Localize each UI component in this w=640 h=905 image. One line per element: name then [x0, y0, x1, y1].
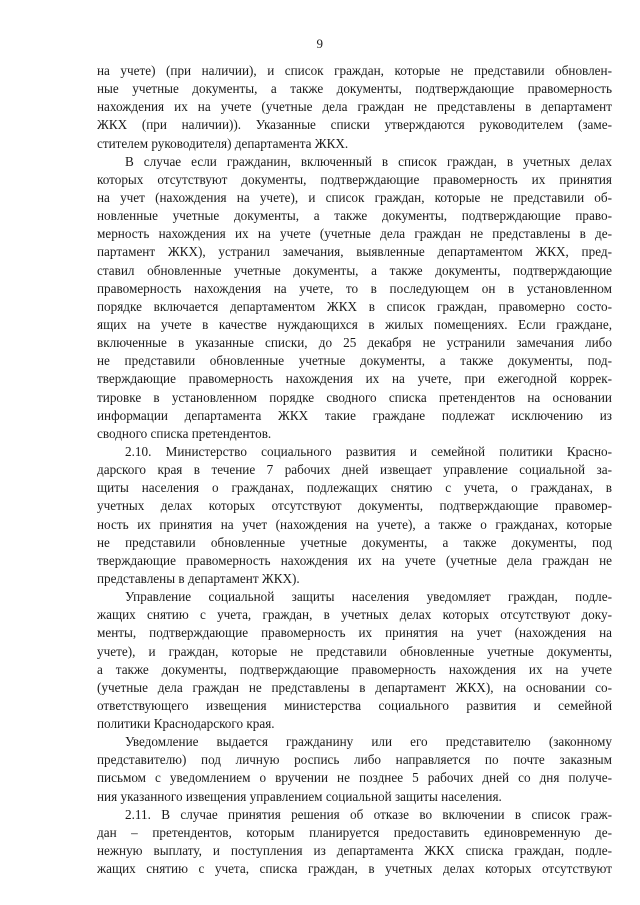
text-line: 2.11. В случае принятия решения об отказе во включении в список граж- [125, 806, 612, 822]
text-line: представителю) под личную роспись либо направляется по почте заказным [97, 752, 612, 768]
text-line: новленные учетные документы, а также документы, подтверждающие право- [97, 208, 612, 224]
text-line: щиты населения о гражданах, подлежащих снятию с учета, о гражданах, в [97, 480, 612, 496]
text-line: а также документы, подтверждающие правомерность нахождения их на учете [97, 661, 612, 677]
text-line: ния указанного извещения управлением социальной защиты населения. [97, 788, 502, 804]
text-line: учете), и граждан, которые не представили обновленные учетные документы, [97, 643, 612, 659]
text-line: дан – претендентов, которым планируется предоставить единовременную де- [97, 824, 612, 840]
text-line: не представили обновленные учетные документы, а также документы, под- [97, 353, 612, 369]
text-line: учетных делах которых отсутствуют документы, подтверждающие правомер- [97, 498, 612, 514]
page-number: 9 [316, 36, 324, 51]
text-line: тверждающие правомерность нахождения их на учете, при ежегодной коррек- [97, 371, 612, 387]
text-line: сводного списка претендентов. [97, 425, 272, 441]
text-line: (учетные дела граждан не представлены в департамент ЖКХ), на основании со- [97, 679, 612, 695]
text-line: политики Краснодарского края. [97, 716, 275, 732]
document-body [97, 62, 612, 878]
text-line: на учет (нахождения на учете), и список граждан, которые не представили об- [97, 189, 612, 205]
paragraph [97, 806, 612, 879]
text-line: 2.10. Министерство социального развития и семейной политики Красно- [125, 443, 612, 459]
paragraph [97, 733, 612, 806]
text-line: ЖКХ (при наличии)). Указанные списки утверждаются руководителем (заме- [97, 117, 612, 133]
paragraph [97, 62, 612, 153]
text-line: нежную выплату, и поступления из департамента ЖКХ списка граждан, подле- [97, 843, 612, 859]
text-line: информации департамента ЖКХ такие граждане подлежат исключению из [97, 407, 612, 423]
text-line: которых отсутствуют документы, подтверждающие правомерность их принятия [97, 171, 612, 187]
text-line: дарского края в течение 7 рабочих дней извещает управление социальной за- [97, 462, 612, 478]
text-line: Уведомление выдается гражданину или его представителю (законному [125, 734, 612, 750]
text-line: не представили обновленные учетные документы, а также документы, под [97, 534, 612, 550]
text-line: ответствующего извещения министерства социального развития и семейной [97, 697, 612, 713]
text-line: на учете) (при наличии), и список граждан, которые не представили обновлен- [97, 63, 612, 78]
text-line: нахождения их на учете (учетные дела граждан не представлены в департамент [97, 99, 612, 115]
text-line: менты, подтверждающие правомерность их принятия на учет (нахождения на [97, 625, 612, 641]
text-line: письмом с уведомлением о вручении не позднее 5 рабочих дней со дня получе- [97, 770, 612, 786]
paragraph [97, 443, 612, 588]
text-line: представлены в департамент ЖКХ). [97, 570, 300, 586]
text-line: правомерность нахождения на учете, то в последующем он в установленном [97, 280, 612, 296]
text-line: В случае если гражданин, включенный в список граждан, в учетных делах [125, 153, 612, 169]
text-line: тировке в установленном порядке сводного списка претендентов на основании [97, 389, 612, 405]
text-line: порядке включается департаментом ЖКХ в список граждан, правомерно состо- [97, 298, 612, 314]
text-line: Управление социальной защиты населения уведомляет граждан, подле- [125, 589, 612, 605]
paragraph [97, 588, 612, 733]
text-line: стителем руководителя) департамента ЖКХ. [97, 135, 349, 151]
paragraph [97, 153, 612, 443]
text-line: ность их принятия на учет (нахождения на учете), а также о гражданах, которые [97, 516, 612, 532]
text-line: партамент ЖКХ), устранил замечания, выявленные департаментом ЖКХ, пред- [97, 244, 612, 260]
text-line: ставил обновленные учетные документы, а также документы, подтверждающие [97, 262, 612, 278]
text-line: включенные в указанные списки, до 25 декабря не устранили замечания либо [97, 335, 612, 351]
text-line: жащих снятию с учета, списка граждан, в учетных делах которых отсутствуют [97, 861, 612, 877]
text-line: жащих снятию с учета, граждан, в учетных делах которых отсутствуют доку- [97, 607, 612, 623]
text-line: ные учетные документы, а также документы, подтверждающие правомерность [97, 81, 612, 97]
text-line: тверждающие правомерность нахождения их на учете (учетные дела граждан не [97, 552, 612, 568]
text-line: ящих на учете в качестве нуждающихся в жилых помещениях. Если граждане, [97, 316, 612, 332]
text-line: мерность нахождения их на учете (учетные дела граждан не представлены в де- [97, 226, 612, 242]
